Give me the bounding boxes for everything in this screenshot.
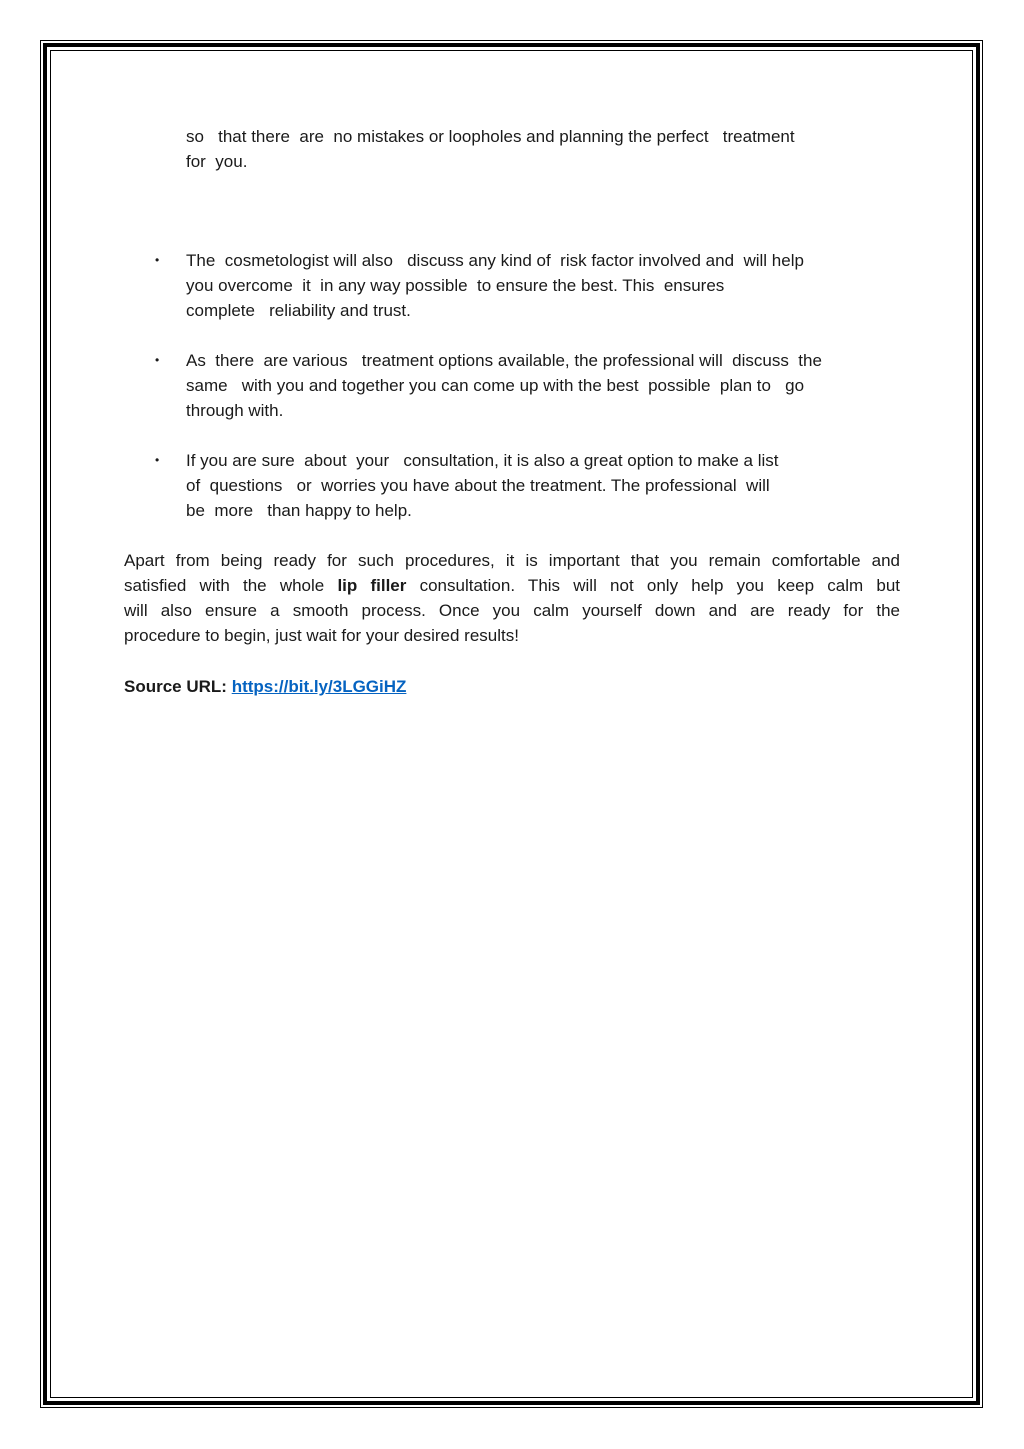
bullet-3-line-3: be more than happy to help.: [186, 501, 412, 520]
continuation-line-1: so that there are no mistakes or loopholes and planning the perfect treatment: [186, 127, 795, 146]
bullet-dot: •: [155, 453, 160, 467]
keyword-lip-filler: lip filler: [337, 576, 407, 595]
source-label: Source URL:: [124, 677, 232, 696]
bullet-2-line-2: same with you and together you can come up with the best possible plan to go: [186, 376, 805, 395]
bullet-dot: •: [155, 253, 160, 267]
bullet-2-line-3: through with.: [186, 401, 284, 420]
source-url-link[interactable]: https://bit.ly/3LGGiHZ: [231, 677, 407, 696]
continuation-line-2: for you.: [186, 152, 248, 171]
bullet-3-line-1: If you are sure about your consultation, it is also a great option to make a list: [186, 451, 779, 470]
bullet-2-line-1: As there are various treatment options available, the professional will discuss the: [186, 351, 822, 370]
bullet-dot: •: [155, 353, 160, 367]
bullet-3-line-2: of questions or worries you have about the treatment. The professional will: [186, 476, 770, 495]
bullet-1-line-1: The cosmetologist will also discuss any kind of risk factor involved and will help: [186, 251, 804, 270]
paragraph-text: satisfied with the whole: [124, 576, 338, 595]
paragraph-line-4: procedure to begin, just wait for your desired results!: [124, 626, 519, 645]
bullet-1-line-3: complete reliability and trust.: [186, 301, 411, 320]
paragraph-line-3: will also ensure a smooth process. Once you calm yourself down and are ready for the: [124, 601, 900, 620]
paragraph-line-2: [124, 573, 900, 598]
source-line: [124, 674, 406, 699]
paragraph-line-1: Apart from being ready for such procedures, it is important that you remain comfortable and: [124, 551, 900, 570]
bullet-1-line-2: you overcome it in any way possible to ensure the best. This ensures: [186, 276, 725, 295]
paragraph-text: consultation. This will not only help you keep calm but: [406, 576, 900, 595]
